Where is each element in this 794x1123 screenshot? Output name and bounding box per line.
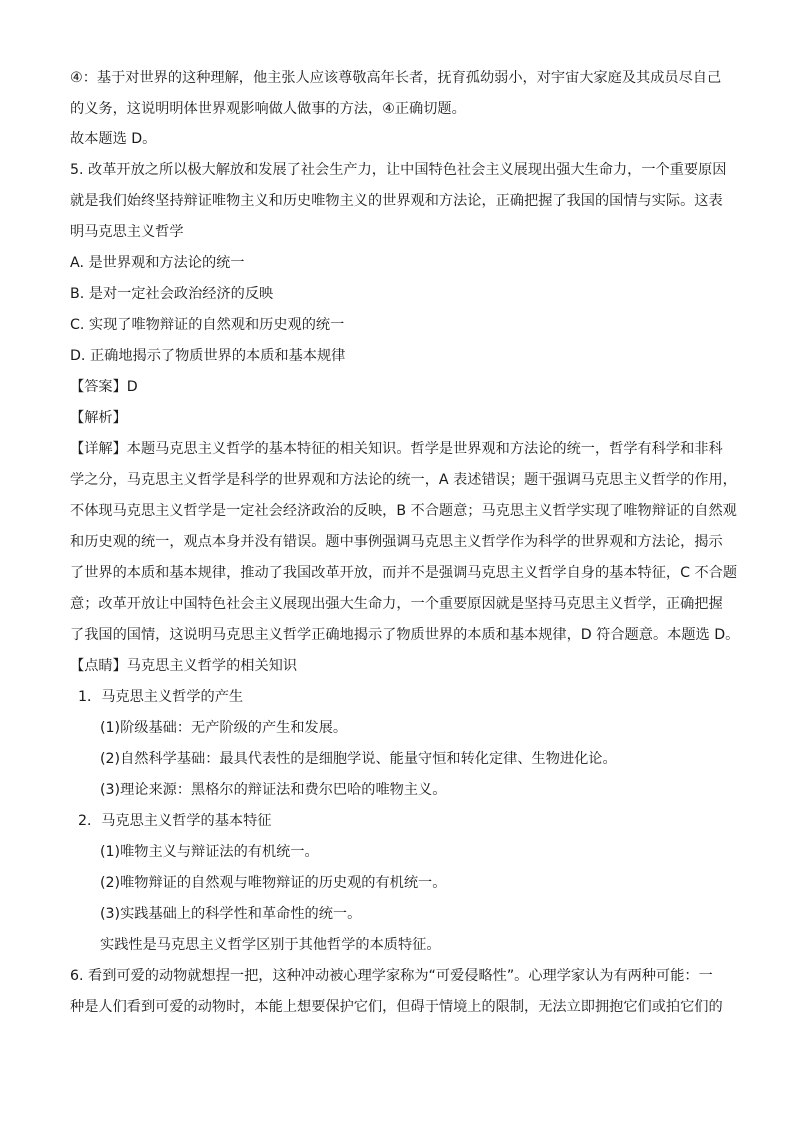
text-line: ④：基于对世界的这种理解，他主张人应该尊敬高年长者，抚育孤幼弱小，对宇宙大家庭及其成员尽自己 xyxy=(70,70,722,86)
option-b: B. 是对一定社会政治经济的反映 xyxy=(70,286,274,302)
text-line: 故本题选 D。 xyxy=(70,131,157,147)
explanation-text: 【详解】本题马克思主义哲学的基本特征的相关知识。哲学是世界观和方法论的统一，哲学有科学和非科 xyxy=(70,441,723,457)
option-c: C. 实现了唯物辩证的自然观和历史观的统一 xyxy=(70,317,345,333)
section-heading: 2．马克思主义哲学的基本特征 xyxy=(78,813,272,829)
text-line: 学之分，马克思主义哲学是科学的世界观和方法论的统一，A 表述错误；题干强调马克思主义哲学的作用， xyxy=(70,472,737,488)
text-line: 实践性是马克思主义哲学区别于其他哲学的本质特征。 xyxy=(100,937,441,953)
text-line: 种是人们看到可爱的动物时，本能上想要保护它们，但碍于情境上的限制，无法立即拥抱它们或拍它们的 xyxy=(70,999,723,1015)
list-item: (1)阶级基础：无产阶级的产生和发展。 xyxy=(100,720,348,736)
question-5-stem: 5. 改革开放之所以极大解放和发展了社会生产力，让中国特色社会主义展现出强大生命力，一个重要原因 xyxy=(70,162,727,178)
text-line: 明马克思主义哲学 xyxy=(70,224,184,240)
question-6-stem: 6. 看到可爱的动物就想捏一把，这种冲动被心理学家称为“可爱侵略性”。心理学家认为有两种可能：一 xyxy=(70,968,713,984)
text-line: 和历史观的统一，观点本身并没有错误。题中事例强调马克思主义哲学作为科学的世界观和方法论，揭示 xyxy=(70,534,723,550)
text-line: 的义务，这说明明体世界观影响做人做事的方法，④正确切题。 xyxy=(70,101,466,117)
list-item: (1)唯物主义与辩证法的有机统一。 xyxy=(100,844,319,860)
analysis-label: 【解析】 xyxy=(70,410,127,426)
option-d: D. 正确地揭示了物质世界的本质和基本规律 xyxy=(70,348,346,364)
list-item: (3)理论来源：黑格尔的辩证法和费尔巴哈的唯物主义。 xyxy=(100,782,447,798)
text-line: 了世界的本质和基本规律，推动了我国改革开放，而并不是强调马克思主义哲学自身的基本特征，C 不合题 xyxy=(70,565,738,581)
text-line: 不体现马克思主义哲学是一定社会经济政治的反映，B 不合题意；马克思主义哲学实现了唯物辩证的自然观 xyxy=(70,503,737,519)
text-line: 了我国的国情，这说明马克思主义哲学正确地揭示了物质世界的本质和基本规律，D 符合题意。本题选 D。 xyxy=(70,627,740,643)
section-heading: 1．马克思主义哲学的产生 xyxy=(78,689,244,705)
list-item: (3)实践基础上的科学性和革命性的统一。 xyxy=(100,906,362,922)
text-line: 意；改革开放让中国特色社会主义展现出强大生命力，一个重要原因就是坚持马克思主义哲学，正确把握 xyxy=(70,596,723,612)
list-item: (2)唯物辩证的自然观与唯物辩证的历史观的有机统一。 xyxy=(100,875,447,891)
option-a: A. 是世界观和方法论的统一 xyxy=(70,255,245,271)
text-line: 就是我们始终坚持辩证唯物主义和历史唯物主义的世界观和方法论，正确把握了我国的国情与实际。这表 xyxy=(70,193,723,209)
list-item: (2)自然科学基础：最具代表性的是细胞学说、能量守恒和转化定律、生物进化论。 xyxy=(100,751,617,767)
tip-label: 【点睛】马克思主义哲学的相关知识 xyxy=(70,658,298,674)
answer-label: 【答案】D xyxy=(70,379,138,395)
